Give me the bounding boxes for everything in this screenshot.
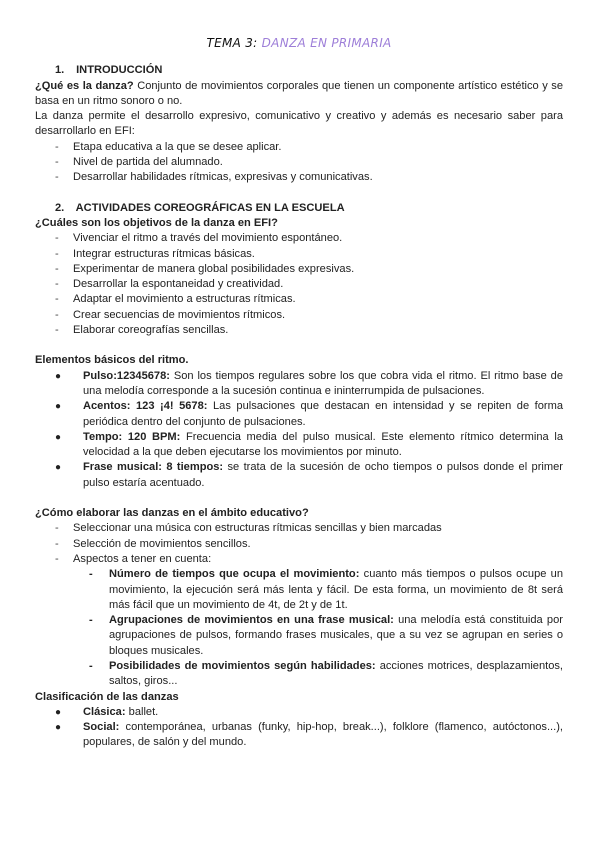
list-item: - Selección de movimientos sencillos.: [55, 537, 251, 550]
list-item: - Posibilidades de movimientos según habilidades: acciones motrices, desplazamientos, saltos, giros...: [89, 659, 563, 688]
list-item: - Elaborar coreografías sencillas.: [55, 324, 229, 337]
list-item: ● Frase musical: 8 tiempos: se trata de la sucesión de ocho tiempos o pulsos donde el primer pulso estaría acentuado.: [55, 461, 563, 489]
list-item: - Nivel de partida del alumnado.: [55, 156, 223, 169]
list-item: ● Clásica: ballet.: [55, 705, 159, 718]
section-2-heading: [55, 201, 563, 216]
elaborate-list: [35, 521, 563, 567]
list-item: - Seleccionar una música con estructuras rítmicas sencillas y bien marcadas: [55, 522, 442, 535]
list-item: ● Social: contemporánea, urbanas (funky, hip-hop, break...), folklore (flamenco, autóctonos...), populares, de salón y del mundo.: [55, 721, 563, 749]
section-1-heading: [55, 63, 563, 78]
document-title: [35, 36, 563, 51]
list-item: ● Tempo: 120 BPM: Frecuencia media del pulso musical. Este elemento rítmico determina la velocidad a la que deben ejecutarse los movimientos por minuto.: [55, 430, 563, 459]
list-item: - Experimentar de manera global posibilidades expresivas.: [55, 262, 355, 275]
intro-paragraph: La danza permite el desarrollo expresivo, comunicativo y creativo y además es necesario saber para desarrollarlo en EFI:: [35, 110, 563, 138]
section-number: 2.: [55, 201, 65, 214]
list-item: - Vivenciar el ritmo a través del movimiento espontáneo.: [55, 232, 343, 245]
list-item: - Agrupaciones de movimientos en una frase musical: una melodía está constituida por agrupaciones de pulsos, formando frases musicales, que a su vez se agrupan en series o bloques musicales.: [89, 614, 563, 657]
objectives-list: [35, 231, 563, 338]
classification-list: [35, 705, 563, 751]
list-item: - Desarrollar la espontaneidad y creatividad.: [55, 278, 284, 291]
list-item: - Número de tiempos que ocupa el movimiento: cuanto más tiempos o pulsos ocupe un movimiento, la ejecución será más lenta y fácil. De esta forma, un movimiento de 8t será más fácil que un movimiento de 4t, de 2t y de 1t.: [89, 568, 563, 611]
document-page: [35, 36, 563, 751]
list-item: - Adaptar el movimiento a estructuras rítmicas.: [55, 293, 296, 306]
definition-paragraph: [35, 79, 563, 110]
title-topic: DANZA EN PRIMARIA: [261, 36, 392, 50]
rhythm-heading: Elementos básicos del ritmo.: [35, 354, 189, 367]
elaborate-question: ¿Cómo elaborar las danzas en el ámbito educativo?: [35, 507, 309, 520]
rhythm-list: [35, 369, 563, 491]
list-item: - Crear secuencias de movimientos rítmicos.: [55, 308, 286, 321]
section-number: 1.: [55, 64, 65, 77]
list-item: ● Pulso:12345678: Son los tiempos regulares sobre los que cobra vida el ritmo. El ritmo base de una melodía corresponde a la sucesión continua e ininterrumpida de pulsaciones.: [55, 369, 563, 397]
section-title: ACTIVIDADES COREOGRÁFICAS EN LA ESCUELA: [75, 201, 345, 214]
question-label: ¿Qué es la danza?: [35, 79, 134, 92]
aspects-list: [35, 567, 563, 689]
list-item: - Etapa educativa a la que se desee aplicar.: [55, 140, 282, 153]
definition-text: Conjunto de movimientos corporales que tienen un componente artístico estético y se basa en un ritmo sonoro o no.: [35, 79, 564, 107]
intro-list: [35, 140, 563, 186]
objectives-question: ¿Cuáles son los objetivos de la danza en EFI?: [35, 216, 278, 229]
list-item: - Desarrollar habilidades rítmicas, expresivas y comunicativas.: [55, 171, 373, 184]
list-item: - Aspectos a tener en cuenta:: [55, 552, 212, 565]
classification-heading: Clasificación de las danzas: [35, 690, 179, 703]
section-title: INTRODUCCIÓN: [76, 64, 163, 77]
list-item: ● Acentos: 123 ¡4! 5678: Las pulsaciones que destacan en intensidad y se repiten de forma periódica dentro del conjunto de pulsaciones.: [55, 400, 563, 428]
list-item: - Integrar estructuras rítmicas básicas.: [55, 247, 255, 260]
title-prefix: TEMA 3:: [206, 36, 258, 50]
